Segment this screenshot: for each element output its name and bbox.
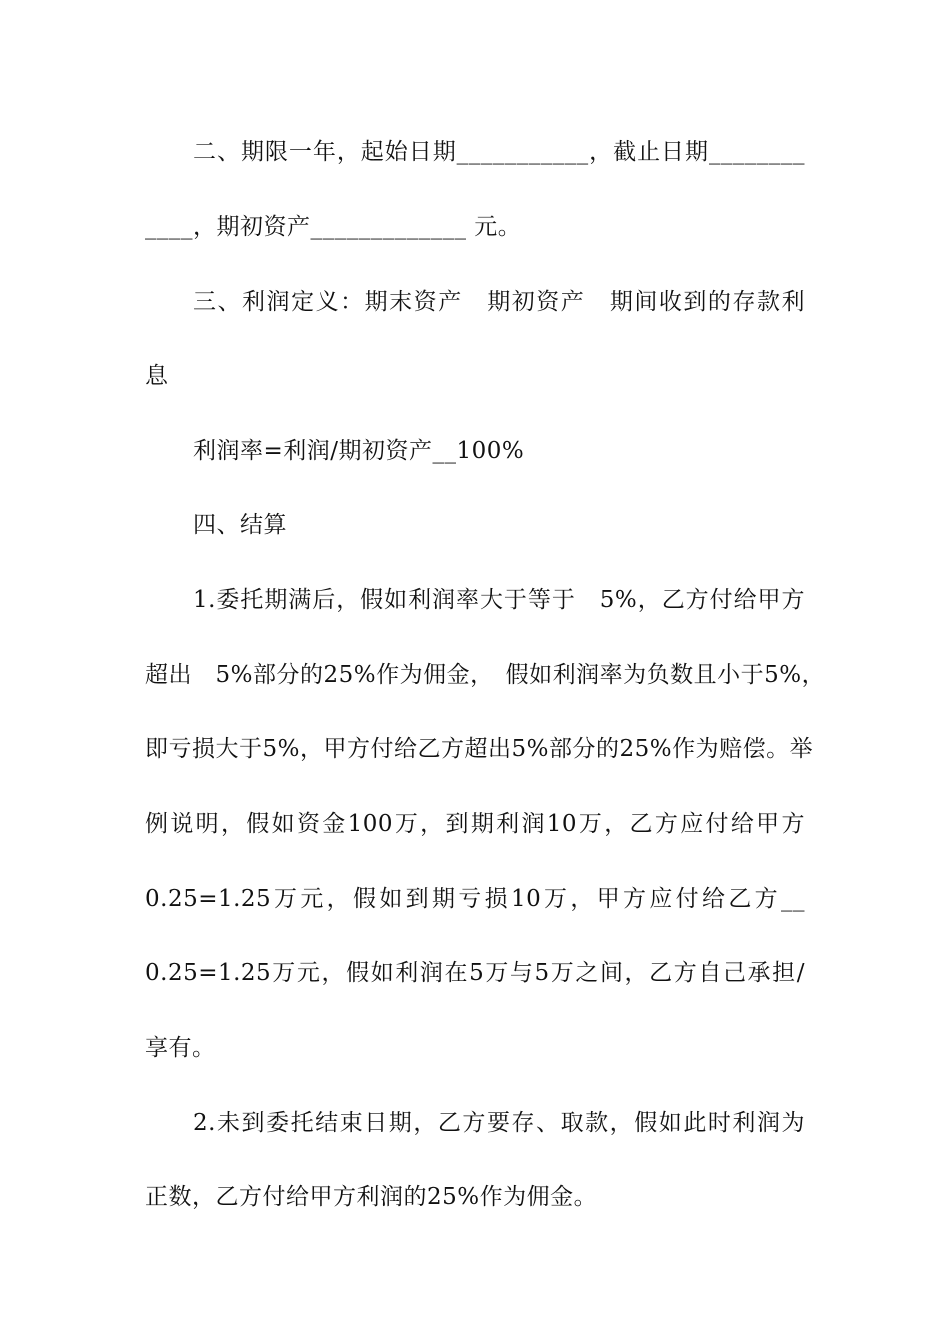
clause-4-1-line-1: 1.委托期满后，假如利润率大于等于 5%，乙方付给甲方: [193, 587, 805, 613]
clause-4-1-line-7: 享有。: [145, 1035, 216, 1061]
clause-4-1-line-2: 超出 5%部分的25%作为佣金， 假如利润率为负数且小于5%，: [145, 662, 826, 688]
clause-2-line-2: ____，期初资产_____________ 元。: [145, 214, 522, 240]
clause-4-2-line-2: 正数，乙方付给甲方利润的25%作为佣金。: [145, 1184, 598, 1210]
clause-4-1-line-3: 即亏损大于5%，甲方付给乙方超出5%部分的25%作为赔偿。举: [145, 736, 814, 762]
clause-4-1-line-6: 0.25=1.25万元，假如利润在5万与5万之间，乙方自己承担/: [145, 960, 805, 986]
clause-4-1-line-4: 例说明，假如资金100万，到期利润10万，乙方应付给甲方: [145, 811, 805, 837]
clause-3-line-2: 息: [145, 363, 169, 389]
profit-rate-formula: 利润率=利润/期初资产__100%: [193, 438, 525, 464]
clause-4-1-line-5: 0.25=1.25万元，假如到期亏损10万，甲方应付给乙方__: [145, 886, 805, 912]
clause-2-line-1: 二、期限一年，起始日期___________，截止日期________: [193, 139, 805, 165]
clause-4-2-line-1: 2.未到委托结束日期，乙方要存、取款，假如此时利润为: [193, 1110, 805, 1136]
clause-3-line-1: 三、利润定义：期末资产 期初资产 期间收到的存款利: [193, 289, 805, 315]
clause-4-heading: 四、结算: [193, 512, 287, 538]
